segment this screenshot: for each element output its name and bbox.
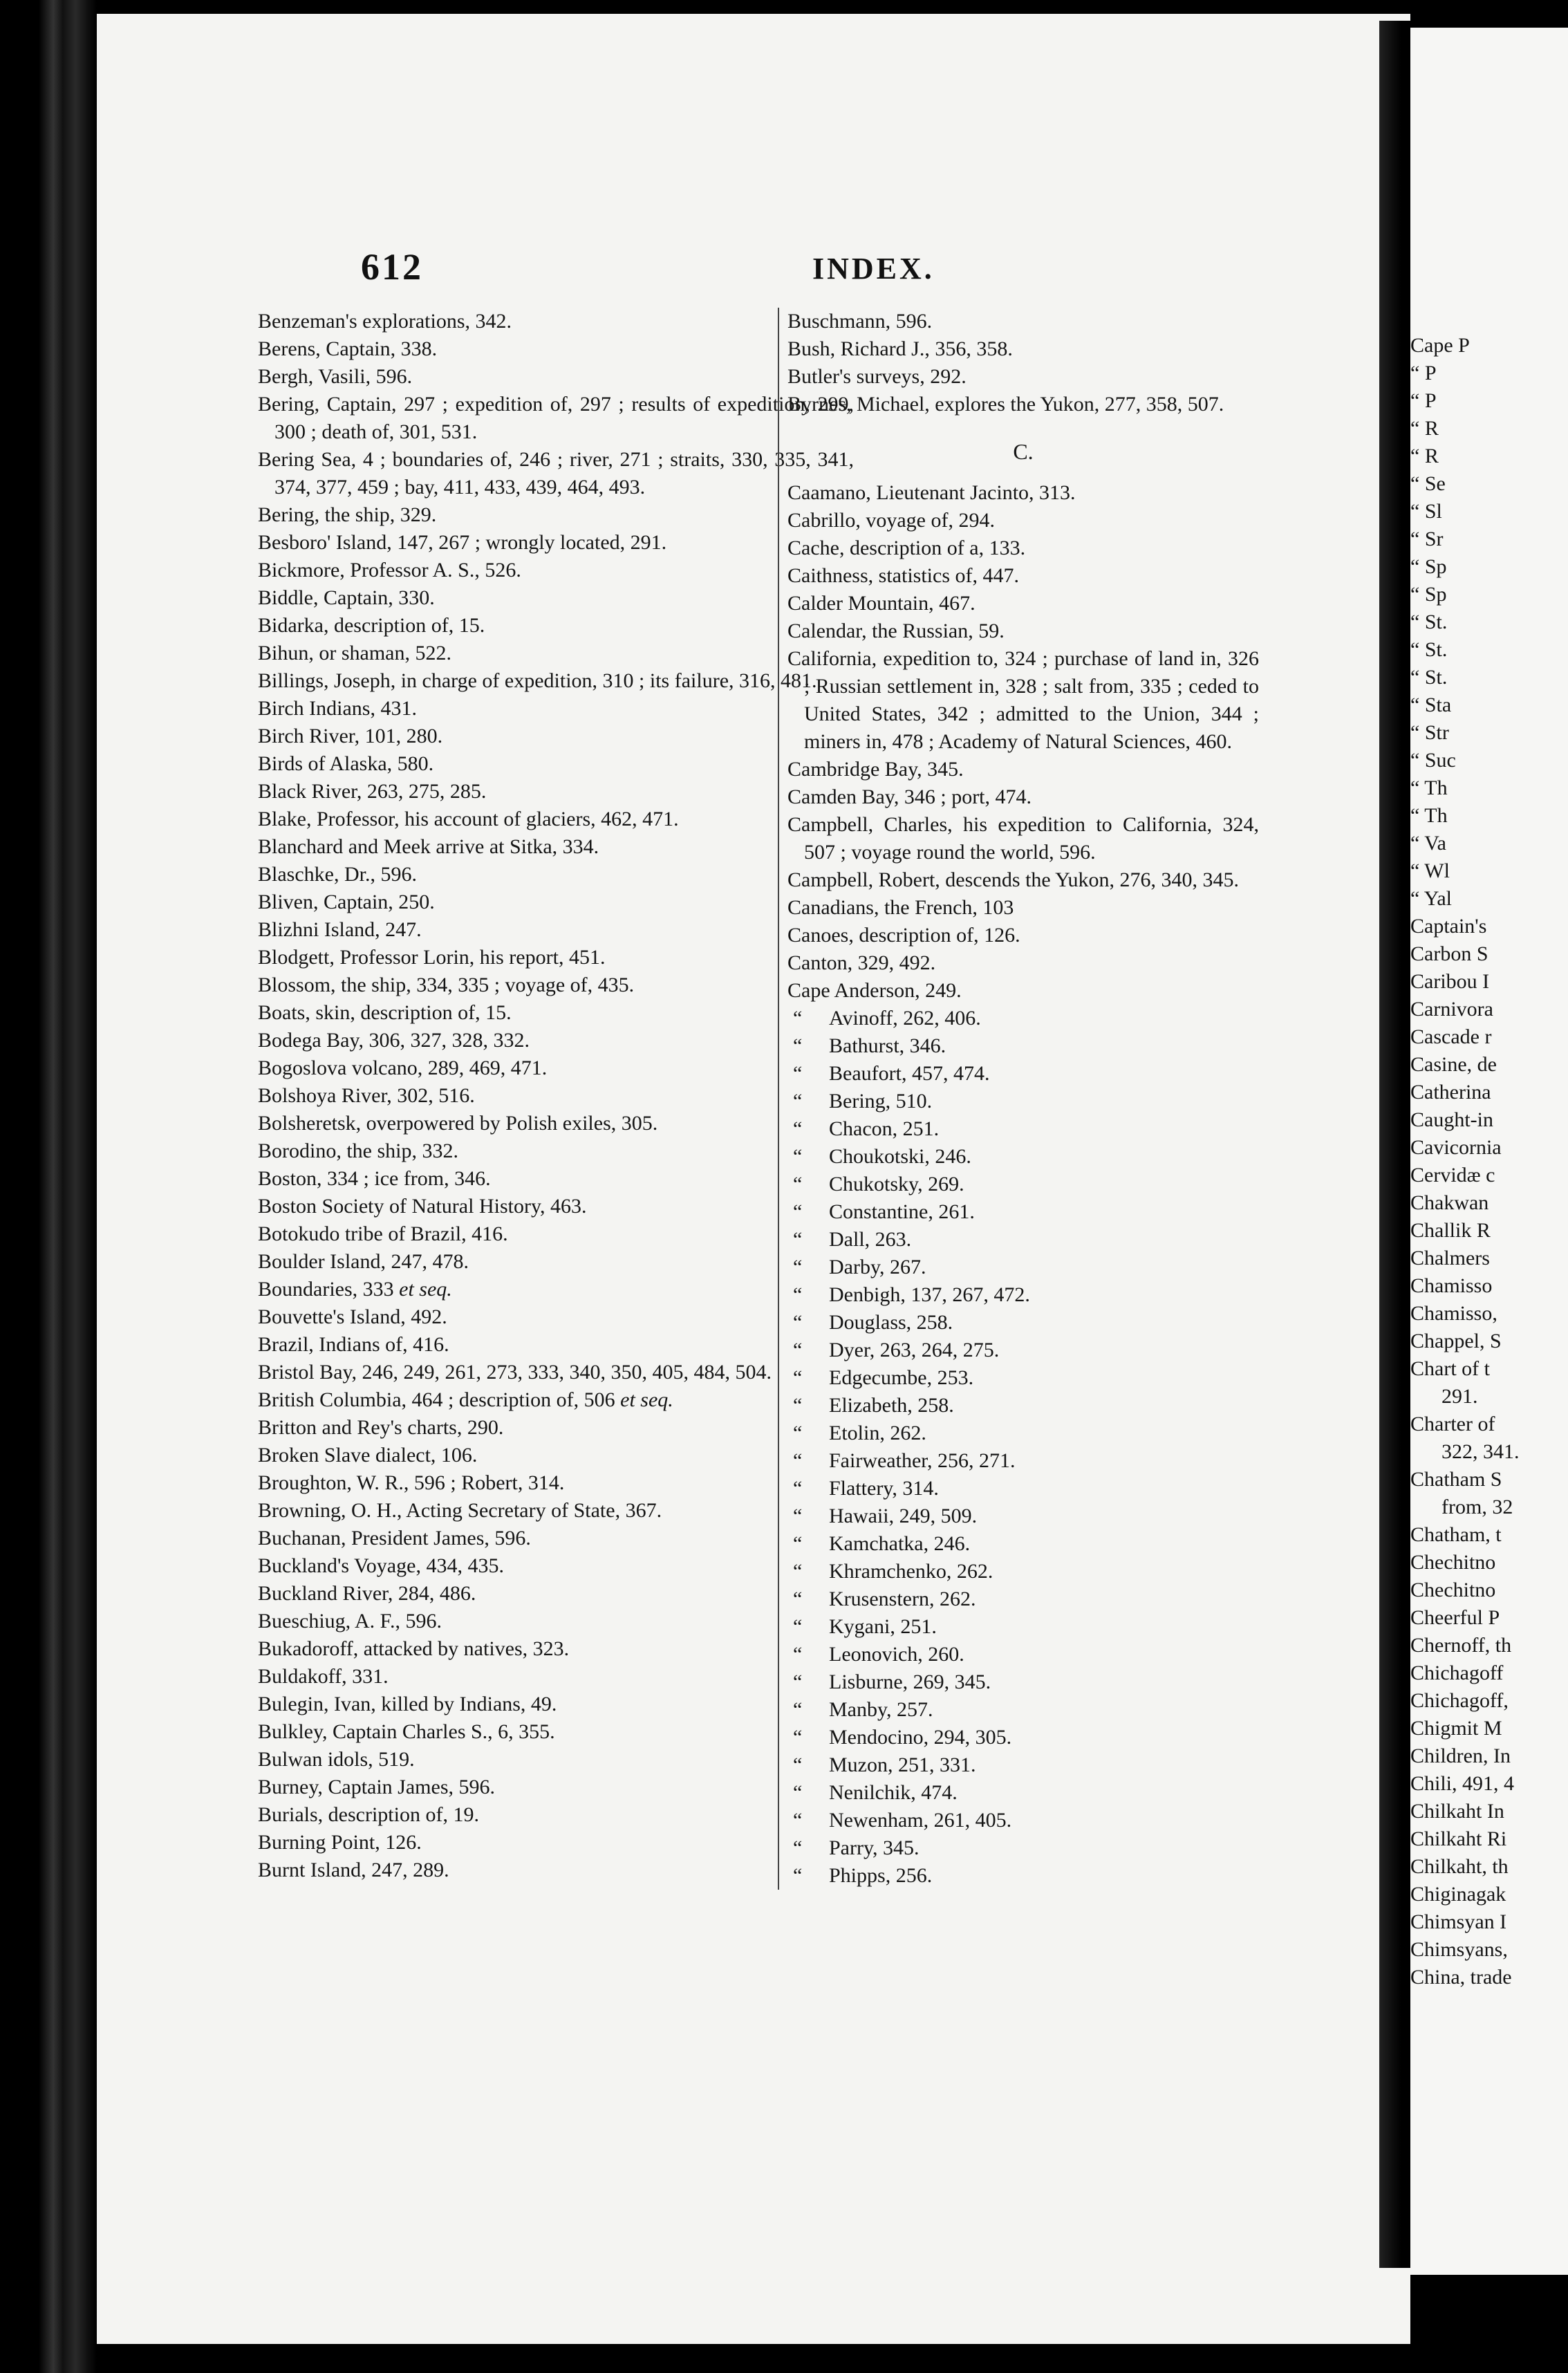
facing-page-line: Chimsyans, (1410, 1938, 1508, 1961)
cape-subentry-text: Lisburne, 269, 345. (829, 1671, 991, 1693)
cape-subentry-text: Mendocino, 294, 305. (829, 1726, 1012, 1749)
cape-subentries (787, 1005, 1259, 1890)
cape-subentry-text: Khramchenko, 262. (829, 1560, 993, 1583)
facing-page-line: 291. (1441, 1385, 1478, 1408)
index-entry: Blake, Professor, his account of glaciers, 462, 471. (258, 808, 679, 830)
facing-page-line: Children, In (1410, 1744, 1511, 1767)
index-entry: Bristol Bay, 246, 249, 261, 273, 333, 340, 350, 405, 484, 504. (258, 1361, 772, 1384)
index-entry: Bidarka, description of, 15. (258, 614, 485, 637)
cape-subentry (787, 1005, 1259, 1032)
index-entry: Bering Sea, 4 ; boundaries of, 246 ; river, 271 ; straits, 330, 335, 341, 374, 377, 459 ; bay, 411, 433, 439, 464, 493. (258, 448, 854, 499)
facing-page-line: Chalmers (1410, 1247, 1490, 1269)
facing-page-column (1410, 332, 1520, 1991)
cape-subentry-text: Dall, 263. (829, 1228, 912, 1251)
index-entry: Campbell, Robert, descends the Yukon, 276, 340, 345. (787, 868, 1239, 891)
index-entry: Burials, description of, 19. (258, 1803, 479, 1826)
ditto-mark: “ (793, 1560, 803, 1583)
ditto-mark: “ (793, 1090, 803, 1113)
index-entry: Berens, Captain, 338. (258, 337, 438, 360)
cape-subentry-text: Leonovich, 260. (829, 1643, 964, 1666)
facing-page-line: Chichagoff (1410, 1662, 1504, 1684)
cape-subentry-text: Constantine, 261. (829, 1200, 975, 1223)
cape-subentry (787, 1475, 1259, 1502)
ditto-mark: “ (793, 1228, 803, 1251)
ditto-mark: “ (793, 1532, 803, 1555)
cape-subentry (787, 1337, 1259, 1364)
facing-page-line: Carbon S (1410, 942, 1488, 965)
cape-subentry-text: Edgecumbe, 253. (829, 1366, 974, 1389)
index-entry: Browning, O. H., Acting Secretary of State, 367. (258, 1499, 662, 1522)
cape-subentry (787, 1807, 1259, 1834)
index-entry: Buchanan, President James, 596. (258, 1527, 531, 1550)
facing-page-line: Chakwan (1410, 1191, 1489, 1214)
cape-subentry-text: Elizabeth, 258. (829, 1394, 954, 1417)
cape-subentry (787, 1309, 1259, 1337)
index-entry: Blodgett, Professor Lorin, his report, 451. (258, 946, 606, 969)
facing-page-line: China, trade (1410, 1966, 1512, 1989)
index-entry: Bolshoya River, 302, 516. (258, 1084, 475, 1107)
index-entry: Boston, 334 ; ice from, 346. (258, 1167, 491, 1190)
cape-subentry (787, 1115, 1259, 1143)
facing-page-line: “ St. (1410, 638, 1448, 661)
facing-page-line: Captain's (1410, 915, 1487, 938)
index-entry: Calendar, the Russian, 59. (787, 620, 1005, 642)
ditto-mark: “ (793, 1809, 803, 1832)
facing-page-line: Chilkaht In (1410, 1800, 1504, 1823)
ditto-mark: “ (793, 1643, 803, 1666)
index-entry: Buschmann, 596. (787, 310, 933, 333)
facing-page-line: Chimsyan I (1410, 1910, 1507, 1933)
index-entry: Caamano, Lieutenant Jacinto, 313. (787, 481, 1076, 504)
cape-subentry (787, 1060, 1259, 1088)
facing-page-line: Casine, de (1410, 1053, 1497, 1076)
index-entry: Calder Mountain, 467. (787, 592, 976, 615)
ditto-mark: “ (793, 1864, 803, 1887)
cape-subentry-text: Etolin, 262. (829, 1422, 926, 1444)
ditto-mark: “ (793, 1671, 803, 1693)
cape-subentry (787, 1585, 1259, 1613)
index-entry: Bihun, or shaman, 522. (258, 642, 451, 664)
facing-page-line: Chart of t (1410, 1357, 1490, 1380)
facing-page-line: “ Suc (1410, 749, 1456, 772)
facing-page-line: 322, 341. (1441, 1440, 1520, 1463)
page-number: 612 (361, 246, 423, 288)
index-entry: Bukadoroff, attacked by natives, 323. (258, 1637, 570, 1660)
facing-page-line: “ St. (1410, 611, 1448, 633)
ditto-mark: “ (793, 1505, 803, 1527)
index-entry: Bickmore, Professor A. S., 526. (258, 559, 521, 581)
cape-subentry-text: Choukotski, 246. (829, 1145, 971, 1168)
cape-subentry (787, 1392, 1259, 1420)
index-entry: Burning Point, 126. (258, 1831, 422, 1854)
index-entry: California, expedition to, 324 ; purchase of land in, 326 ; Russian settlement in, 328 ; salt from, 335 ; ceded to United States, 342 ; admitted to the Union, 344 ; miners in, 478 ; Academy of Natural Sciences, 460. (787, 647, 1259, 753)
index-entry: Bulkley, Captain Charles S., 6, 355. (258, 1720, 555, 1743)
cape-subentry-text: Avinoff, 262, 406. (829, 1007, 981, 1030)
facing-page-line: Cheerful P (1410, 1606, 1500, 1629)
index-entry: Cache, description of a, 133. (787, 537, 1026, 559)
facing-page-line: “ Va (1410, 832, 1446, 855)
facing-page-line: Catherina (1410, 1081, 1491, 1104)
cape-subentry (787, 1696, 1259, 1724)
facing-page-line: Challik R (1410, 1219, 1491, 1242)
cape-subentry (787, 1668, 1259, 1696)
ditto-mark: “ (793, 1007, 803, 1030)
ditto-mark: “ (793, 1283, 803, 1306)
index-entry: Canadians, the French, 103 (787, 896, 1014, 919)
facing-page-line: “ Yal (1410, 887, 1453, 910)
index-entry: Bogoslova volcano, 289, 469, 471. (258, 1057, 548, 1079)
cape-subentry-text: Fairweather, 256, 271. (829, 1449, 1016, 1472)
ditto-mark: “ (793, 1422, 803, 1444)
facing-page-line: Chechitno (1410, 1551, 1496, 1574)
index-entry: Burnt Island, 247, 289. (258, 1859, 449, 1881)
index-entry: Blizhni Island, 247. (258, 918, 422, 941)
index-entry: Buckland's Voyage, 434, 435. (258, 1554, 504, 1577)
index-column-left (258, 308, 854, 1884)
index-entry: Benzeman's explorations, 342. (258, 310, 512, 333)
cape-subentry (787, 1254, 1259, 1281)
index-entry: Cambridge Bay, 345. (787, 758, 964, 781)
facing-page-line: Chili, 491, 4 (1410, 1772, 1515, 1795)
index-entry: Blaschke, Dr., 596. (258, 863, 417, 886)
facing-page-line: Chappel, S (1410, 1330, 1502, 1352)
cape-subentry (787, 1502, 1259, 1530)
facing-page-line: “ Sl (1410, 500, 1442, 523)
ditto-mark: “ (793, 1449, 803, 1472)
index-entry: Camden Bay, 346 ; port, 474. (787, 785, 1032, 808)
facing-page-line: Chiginagak (1410, 1883, 1506, 1906)
ditto-mark: “ (793, 1615, 803, 1638)
ditto-mark: “ (793, 1200, 803, 1223)
facing-page (1410, 28, 1568, 2275)
index-entry: Cabrillo, voyage of, 294. (787, 509, 995, 532)
c-entries (787, 479, 1259, 1005)
facing-page-line: “ Th (1410, 804, 1448, 827)
cape-subentry-text: Hawaii, 249, 509. (829, 1505, 978, 1527)
index-entry: British Columbia, 464 ; description of, 506 et seq. (258, 1388, 673, 1411)
index-entry: Bliven, Captain, 250. (258, 891, 435, 913)
facing-page-line: Charter of (1410, 1413, 1495, 1435)
cape-subentry-text: Manby, 257. (829, 1698, 933, 1721)
facing-page-line: “ St. (1410, 666, 1448, 689)
index-entry: Billings, Joseph, in charge of expedition, 310 ; its failure, 316, 481. (258, 669, 817, 692)
index-entry: Besboro' Island, 147, 267 ; wrongly located, 291. (258, 531, 667, 554)
index-entry: Borodino, the ship, 332. (258, 1139, 458, 1162)
facing-page-line: Chechitno (1410, 1579, 1496, 1601)
ditto-mark: “ (793, 1836, 803, 1859)
facing-page-line: Chamisso (1410, 1274, 1493, 1297)
index-entry: Broughton, W. R., 596 ; Robert, 314. (258, 1471, 565, 1494)
ditto-mark: “ (793, 1753, 803, 1776)
ditto-mark: “ (793, 1034, 803, 1057)
cape-subentry-text: Bering, 510. (829, 1090, 933, 1113)
ditto-mark: “ (793, 1145, 803, 1168)
cape-subentry (787, 1447, 1259, 1475)
ditto-mark: “ (793, 1366, 803, 1389)
index-entry: Black River, 263, 275, 285. (258, 780, 487, 803)
facing-page-line: Caught-in (1410, 1108, 1493, 1131)
cape-subentry-text: Douglass, 258. (829, 1311, 953, 1334)
facing-page-line: “ Wl (1410, 859, 1450, 882)
index-entry: Bouvette's Island, 492. (258, 1305, 447, 1328)
cape-subentry (787, 1143, 1259, 1171)
cape-subentry (787, 1779, 1259, 1807)
facing-page-line: “ Sta (1410, 694, 1452, 716)
facing-page-line: “ Sp (1410, 583, 1447, 606)
cape-subentry (787, 1751, 1259, 1779)
facing-page-line: “ Sr (1410, 528, 1444, 550)
cape-subentry-text: Darby, 267. (829, 1256, 926, 1278)
index-entry: Campbell, Charles, his expedition to California, 324, 507 ; voyage round the world, 596. (787, 813, 1259, 864)
cape-subentry (787, 1420, 1259, 1447)
index-entry: Bodega Bay, 306, 327, 328, 332. (258, 1029, 530, 1052)
index-entry: Birch Indians, 431. (258, 697, 417, 720)
cape-subentry-text: Kamchatka, 246. (829, 1532, 971, 1555)
ditto-mark: “ (793, 1394, 803, 1417)
cape-subentry (787, 1862, 1259, 1890)
cape-subentry (787, 1364, 1259, 1392)
section-letter-c: C. (1013, 439, 1034, 464)
cape-subentry (787, 1613, 1259, 1641)
index-entry: Canoes, description of, 126. (787, 924, 1020, 947)
facing-page-line: Carnivora (1410, 998, 1493, 1021)
facing-page-line: Chatham, t (1410, 1523, 1502, 1546)
ditto-mark: “ (793, 1726, 803, 1749)
cape-subentry-text: Parry, 345. (829, 1836, 920, 1859)
index-entry: Boston Society of Natural History, 463. (258, 1195, 587, 1218)
facing-page-line: Cavicornia (1410, 1136, 1502, 1159)
index-entry: Broken Slave dialect, 106. (258, 1444, 478, 1467)
cape-subentry-text: Dyer, 263, 264, 275. (829, 1339, 1000, 1361)
index-entry: Bergh, Vasili, 596. (258, 365, 413, 388)
cape-subentry (787, 1226, 1259, 1254)
facing-page-line: Cascade r (1410, 1025, 1492, 1048)
cape-subentry-text: Nenilchik, 474. (829, 1781, 958, 1804)
cape-subentry (787, 1088, 1259, 1115)
index-entry: Boundaries, 333 et seq. (258, 1278, 452, 1301)
ditto-mark: “ (793, 1173, 803, 1195)
cape-subentry (787, 1558, 1259, 1585)
index-entry: Caithness, statistics of, 447. (787, 564, 1019, 587)
index-entry: Bering, Captain, 297 ; expedition of, 297 ; results of expedition, 299, 300 ; death of, 301, 531. (258, 393, 854, 443)
index-column-right (778, 308, 1259, 1890)
cape-subentry-text: Newenham, 261, 405. (829, 1809, 1012, 1832)
cape-subentry (787, 1641, 1259, 1668)
ditto-mark: “ (793, 1781, 803, 1804)
facing-page-line: “ Se (1410, 472, 1446, 495)
cape-subentry (787, 1530, 1259, 1558)
b-entries-continued (787, 308, 1259, 418)
cape-subentry (787, 1032, 1259, 1060)
cape-subentry (787, 1198, 1259, 1226)
facing-page-line: “ P (1410, 389, 1437, 412)
cape-subentry (787, 1834, 1259, 1862)
index-entry: Buckland River, 284, 486. (258, 1582, 476, 1605)
cape-subentry (787, 1171, 1259, 1198)
cape-subentry-text: Chacon, 251. (829, 1117, 940, 1140)
ditto-mark: “ (793, 1588, 803, 1610)
index-entry: Britton and Rey's charts, 290. (258, 1416, 504, 1439)
index-entry: Boulder Island, 247, 478. (258, 1250, 469, 1273)
index-entry: Brazil, Indians of, 416. (258, 1333, 449, 1356)
facing-page-line: “ Str (1410, 721, 1449, 744)
facing-page-line: Chamisso, (1410, 1302, 1497, 1325)
index-entry: Cape Anderson, 249. (787, 979, 962, 1002)
cape-subentry-text: Krusenstern, 262. (829, 1588, 976, 1610)
cape-subentry-text: Beaufort, 457, 474. (829, 1062, 990, 1085)
ditto-mark: “ (793, 1117, 803, 1140)
facing-page-line: Chatham S (1410, 1468, 1502, 1491)
ditto-mark: “ (793, 1311, 803, 1334)
index-entry: Blossom, the ship, 334, 335 ; voyage of, 435. (258, 974, 635, 996)
index-entry: Blanchard and Meek arrive at Sitka, 334. (258, 835, 599, 858)
facing-page-line: from, 32 (1441, 1496, 1513, 1518)
facing-page-line: “ R (1410, 417, 1439, 440)
cape-subentry-text: Denbigh, 137, 267, 472. (829, 1283, 1030, 1306)
cape-subentry (787, 1724, 1259, 1751)
index-entry: Boats, skin, description of, 15. (258, 1001, 512, 1024)
facing-page-line: “ Th (1410, 776, 1448, 799)
facing-page-line: “ P (1410, 362, 1437, 384)
index-entry: Bulwan idols, 519. (258, 1748, 415, 1771)
book-spine-edge (0, 0, 97, 2373)
running-head (97, 245, 1410, 294)
facing-page-line: Chilkaht Ri (1410, 1827, 1507, 1850)
index-entry: Birch River, 101, 280. (258, 725, 443, 747)
cape-subentry-text: Flattery, 314. (829, 1477, 939, 1500)
facing-page-line: Chernoff, th (1410, 1634, 1512, 1657)
cape-subentry-text: Phipps, 256. (829, 1864, 933, 1887)
cape-subentry-text: Chukotsky, 269. (829, 1173, 964, 1195)
cape-subentry (787, 1281, 1259, 1309)
facing-page-line: Cervidæ c (1410, 1164, 1495, 1186)
index-entry: Bulegin, Ivan, killed by Indians, 49. (258, 1693, 557, 1715)
facing-page-line: “ Sp (1410, 555, 1447, 578)
ditto-mark: “ (793, 1339, 803, 1361)
facing-page-line: Chichagoff, (1410, 1689, 1509, 1712)
cape-subentry-text: Muzon, 251, 331. (829, 1753, 976, 1776)
facing-page-line: “ R (1410, 445, 1439, 467)
ditto-mark: “ (793, 1062, 803, 1085)
cape-subentry-text: Bathurst, 346. (829, 1034, 946, 1057)
index-entry: Byrnes, Michael, explores the Yukon, 277, 358, 507. (787, 393, 1224, 416)
index-entry: Bolsheretsk, overpowered by Polish exiles, 305. (258, 1112, 658, 1135)
ditto-mark: “ (793, 1256, 803, 1278)
index-entry: Butler's surveys, 292. (787, 365, 967, 388)
facing-page-line: Caribou I (1410, 970, 1490, 993)
index-entry: Bush, Richard J., 356, 358. (787, 337, 1013, 360)
facing-page-line: Chilkaht, th (1410, 1855, 1509, 1878)
cape-subentry-text: Kygani, 251. (829, 1615, 937, 1638)
index-entry: Canton, 329, 492. (787, 951, 936, 974)
index-entry: Botokudo tribe of Brazil, 416. (258, 1222, 508, 1245)
index-entry: Burney, Captain James, 596. (258, 1776, 495, 1798)
ditto-mark: “ (793, 1698, 803, 1721)
index-entry: Bueschiug, A. F., 596. (258, 1610, 442, 1632)
index-entry: Buldakoff, 331. (258, 1665, 389, 1688)
index-entry: Biddle, Captain, 330. (258, 586, 435, 609)
index-entry: Bering, the ship, 329. (258, 503, 437, 526)
facing-page-line: Cape P (1410, 334, 1470, 357)
ditto-mark: “ (793, 1477, 803, 1500)
index-entry: Birds of Alaska, 580. (258, 752, 434, 775)
page-title: INDEX. (812, 252, 935, 286)
facing-page-line: Chigmit M (1410, 1717, 1502, 1740)
